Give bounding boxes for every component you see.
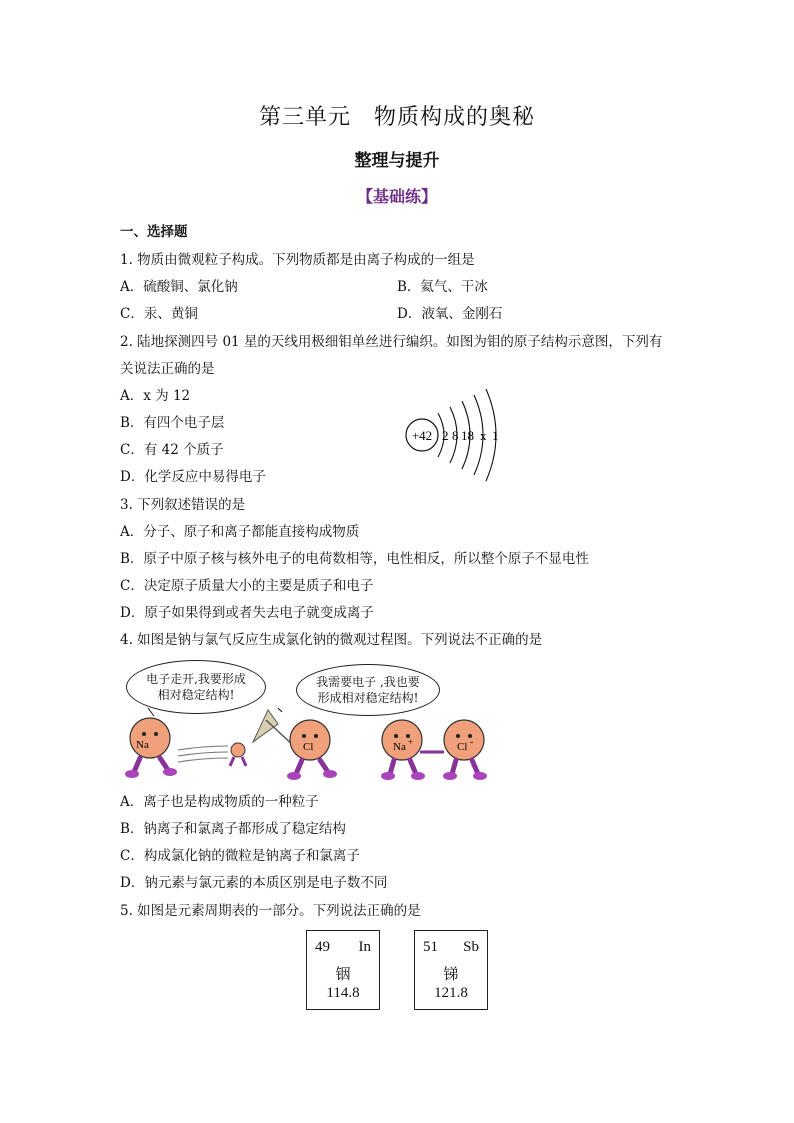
label-na-ion: Na — [393, 741, 406, 753]
q3-option-a: A．分子、原子和离子都能直接构成物质 — [120, 524, 360, 540]
sodium-atom-character — [125, 718, 177, 778]
label-na-atom: Na — [136, 739, 149, 751]
question-5-stem: 5. 如图是元素周期表的一部分。下列说法正确的是 — [120, 903, 421, 919]
indium-name: 铟 — [335, 967, 351, 983]
indium-number: 49 — [315, 939, 330, 955]
q2-option-b: B．有四个电子层 — [120, 415, 225, 431]
q3-option-c: C．决定原子质量大小的主要是质子和电子 — [120, 578, 374, 594]
element-card-antimony — [414, 930, 488, 1010]
antimony-name: 锑 — [443, 967, 459, 983]
shell-count-5: 1 — [492, 428, 499, 443]
shell-count-2: 8 — [452, 428, 459, 443]
q2-option-d: D．化学反应中易得电子 — [120, 469, 266, 485]
label-cl-ion: Cl — [457, 741, 468, 753]
shell-count-1: 2 — [442, 428, 449, 443]
electron-motion-lines — [178, 746, 228, 762]
q3-option-d: D．原子如果得到或者失去电子就变成离子 — [120, 605, 374, 621]
shell-count-3: 18 — [461, 428, 474, 443]
q1-option-a: A．硫酸铜、氯化钠 — [120, 279, 238, 295]
part-heading: 一、选择题 — [120, 224, 188, 240]
question-4-stem: 4. 如图是钠与氯气反应生成氯化钠的微观过程图。下列说法不正确的是 — [120, 632, 543, 648]
cl-ion-charge: - — [470, 737, 474, 748]
page-subtitle: 整理与提升 — [354, 151, 440, 171]
bubble-left-line1: 电子走开,我要形成 — [146, 672, 246, 686]
question-2-stem-line2: 关说法正确的是 — [120, 361, 215, 377]
bubble-left-line2: 相对稳定结构! — [157, 688, 235, 702]
page-title: 第三单元 物质构成的奥秘 — [258, 105, 535, 130]
indium-mass: 114.8 — [326, 985, 360, 1001]
q2-option-c: C．有 42 个质子 — [120, 442, 224, 458]
q3-option-b: B．原子中原子核与核外电子的电荷数相等，电性相反，所以整个原子不显电性 — [120, 551, 589, 567]
q1-option-d: D．液氧、金刚石 — [397, 306, 503, 322]
bubble-right-line2: 形成相对稳定结构! — [317, 691, 419, 705]
antimony-number: 51 — [423, 939, 438, 955]
q1-option-c: C．汞、黄铜 — [120, 306, 198, 322]
molybdenum-atom-diagram — [400, 385, 520, 485]
question-2-stem-line1: 2. 陆地探测四号 01 星的天线用极细钼单丝进行编织。如图为钼的原子结构示意图，下列有 — [120, 334, 663, 350]
q1-option-b: B．氦气、干冰 — [397, 279, 488, 295]
element-card-indium — [306, 930, 380, 1010]
q4-option-d: D．钠元素与氯元素的本质区别是电子数不同 — [120, 875, 388, 891]
nucleus-charge: +42 — [411, 428, 433, 443]
q4-option-a: A．离子也是构成物质的一种粒子 — [120, 794, 319, 810]
chlorine-atom-character — [287, 720, 337, 780]
label-cl-atom: Cl — [303, 741, 314, 753]
question-3-stem: 3. 下列叙述错误的是 — [120, 497, 246, 513]
electron-character — [230, 743, 246, 766]
question-1-stem: 1. 物质由微观粒子构成。下列物质都是由离子构成的一组是 — [120, 252, 475, 268]
sodium-ion-character — [381, 720, 425, 780]
shell-count-4: x — [480, 428, 487, 443]
indium-symbol: In — [358, 939, 371, 955]
chloride-ion-character — [443, 720, 487, 780]
na-ion-charge: + — [408, 737, 414, 747]
antimony-symbol: Sb — [463, 939, 479, 955]
q4-option-c: C．构成氯化钠的微粒是钠离子和氯离子 — [120, 848, 360, 864]
section-label: 【基础练】 — [356, 187, 437, 206]
bubble-right-line1: 我需要电子 ,我也要 — [316, 675, 420, 689]
sodium-chlorine-cartoon — [118, 700, 498, 790]
q4-option-b: B．钠离子和氯离子都形成了稳定结构 — [120, 821, 346, 837]
antimony-mass: 121.8 — [434, 985, 468, 1001]
q2-option-a: A．x 为 12 — [120, 388, 191, 404]
